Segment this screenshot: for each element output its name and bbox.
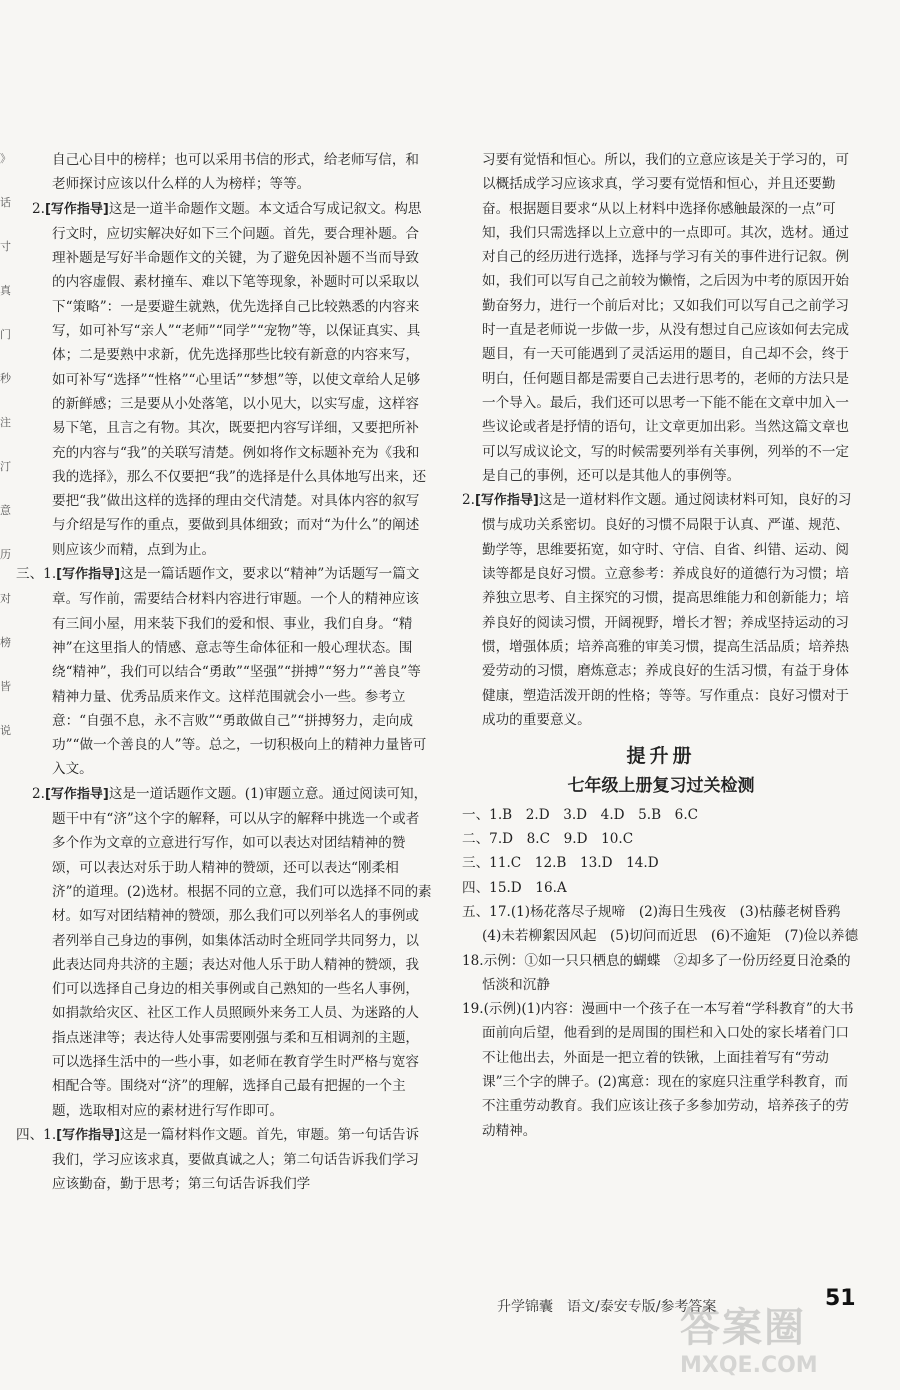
edge-fragment: 寸 — [0, 240, 11, 253]
watermark-url: MXQE.COM — [680, 1353, 818, 1378]
answer-row: 一、1.B 2.D 3.D 4.D 5.B 6.C — [462, 806, 699, 823]
page-footer: 升学锦囊 语文/泰安专版/参考答案 — [497, 1299, 717, 1315]
writing-guide-tag: [写作指导] — [44, 201, 109, 217]
item-text: 这是一道半命题作文题。本文适合写成记叙文。构思行文时，应切实解决好如下三个问题。首先，要合理补题。合理补题是写好半命题作文的关键，为了避免因补题不当而导致的内容虚假、素材撞车、难以下笔等现象，补题时可以采取以下“策略”：一是要避生就熟，优先选择自己比较熟悉的内容来写，如可补写“亲人”“老师”“同学”“宠物”等，以保证真实、具体；二是要熟中求新，优先选择那些比较有新意的内容来写，如可补写“选择”“性格”“心里话”“梦想”等，以使文章给人足够的新鲜感；三是要从小处落笔，以小见大，以实写虚，这样容易下笔，且言之有物。其次，既要把内容写详细，又要把所补充的内容与“我”的关联写清楚。例如将作文标题补充为《我和我的选择》，那么不仅要把“我”的选择是什么具体地写出来，还要把“我”做出这样的选择的理由交代清楚。对具体内容的叙写与介绍是写作的重点，要做到具体细致；而对“为什么”的阐述则应该少而精，点到为止。 — [52, 200, 427, 558]
edge-fragment: 榜 — [0, 636, 11, 649]
left-column — [16, 148, 432, 1197]
edge-fragment: 秒 — [0, 372, 11, 385]
writing-guide-tag: [写作指导] — [474, 493, 539, 509]
item-text: (1)杨花落尽子规啼 (2)海日生残夜 (3)枯藤老树昏鸦 (4)未若柳絮因风起 (5)切问而近思 (6)不逾矩 (7)俭以养德 — [482, 903, 859, 945]
answer-row: 二、7.D 8.C 9.D 10.C — [462, 831, 634, 848]
edge-fragment: 汀 — [0, 460, 11, 473]
section-title: 提升册 — [626, 745, 696, 768]
edge-fragment: 皆 — [0, 680, 11, 693]
edge-fragment: 》 — [0, 152, 11, 165]
edge-fragment: 门 — [0, 328, 11, 341]
edge-fragment: 历 — [0, 548, 11, 561]
page-number: 51 — [825, 1286, 856, 1311]
writing-guide-tag: [写作指导] — [56, 567, 121, 583]
item-text: 示例：①如一只只栖息的蝴蝶 ②却多了一份历经夏日沧桑的恬淡和沉静 — [482, 952, 851, 993]
watermark-text: 答案圈 — [680, 1305, 806, 1351]
writing-guide-tag: [写作指导] — [56, 1127, 121, 1143]
answer-item-3-1 — [16, 562, 432, 782]
edge-fragment: 真 — [0, 284, 11, 297]
edge-fragment: 注 — [0, 416, 11, 429]
item-text: 这是一篇话题作文，要求以“精神”为话题写一篇文章。写作前，需要结合材料内容进行审题。一个人的精神应该有三间小屋，用来装下我们的爱和恨、事业，我们自身。“精神”在这里指人的情感、意志等生命体征和一般心理状态。围绕“精神”，我们可以结合“勇敢”“坚强”“拼搏”“努力”“善良”等精神力量、优秀品质来作文。这样范围就会小一些。参考立意：“自强不息，永不言败”“勇敢做自己”“拼搏努力，走向成功”“做一个善良的人”等。总之，一切积极向上的精神力量皆可入文。 — [52, 566, 427, 778]
item-number: 19. — [462, 1001, 484, 1018]
edge-fragment: 话 — [0, 196, 11, 209]
item-number: 2. — [462, 492, 475, 509]
item-number: 三、1. — [16, 566, 57, 583]
item-number: 18. — [462, 952, 484, 969]
item-text: (示例)(1)内容：漫画中一个孩子在一本写着“学科教育”的大书面前向后望，他看到的是周围的围栏和入口处的家长堵着门口不让他出去，外面是一把立着的铁锹，上面挂着写有“劳动课”三个字的牌子。(2)寓意：现在的家庭只注重学科教育，而不注重劳动教育。我们应该让孩子多参加劳动，培养孩子的劳动精神。 — [482, 1001, 854, 1139]
intro-paragraph: 自己心目中的榜样；也可以采用书信的形式，给老师写信，和老师探讨应该以什么样的人为榜样；等等。 — [52, 152, 420, 193]
answer-row: 三、11.C 12.B 13.D 14.D — [462, 855, 659, 872]
edge-fragment: 说 — [0, 724, 11, 737]
item-number: 五、17. — [462, 903, 511, 920]
answer-item-3-2 — [32, 782, 432, 1123]
answer-item-4-1 — [16, 1123, 432, 1197]
answer-key-list — [462, 803, 860, 900]
answer-item-4-2 — [462, 488, 860, 732]
right-column — [462, 148, 860, 1143]
answer-item-18 — [462, 949, 860, 998]
watermark-logo — [680, 1296, 890, 1386]
item-number: 2. — [32, 200, 45, 217]
item-text: 这是一道话题作文题。(1)审题立意。通过阅读可知，题干中有“济”这个字的解释，可以从字的解释中挑选一个或者多个作为文章的立意进行写作，如可以表达对团结精神的赞颂，可以表达对乐于助人精神的赞颂，还可以表达“刚柔相济”的道理。(2)选材。根据不同的立意，我们可以选择不同的素材。如写对团结精神的赞颂，那么我们可以列举名人的事例或者列举自己身边的事例，如集体活动时全班同学共同努力，以此表达同舟共济的主题；表达对他人乐于助人精神的赞颂，我们可以选择自己身边的相关事例或自己熟知的一些名人事例，如捐款给灾区、社区工作人员照顾外来务工人员、为迷路的人指点迷津等；表达待人处事需要刚强与柔和互相调剂的主题，可以选择生活中的一些小事，如老师在教育学生时严格与宽容相配合等。围绕对“济”的理解，选择自己最有把握的一个主题，选取相对应的素材进行写作即可。 — [52, 785, 432, 1119]
answer-item-17 — [462, 900, 860, 949]
item-text: 这是一篇材料作文题。首先，审题。第一句话告诉我们，学习应该求真，要做真诚之人；第二句话告诉我们学习应该勤奋，勤于思考；第三句话告诉我们学 — [52, 1126, 420, 1193]
writing-guide-tag: [写作指导] — [44, 786, 109, 802]
answer-item-19 — [462, 997, 860, 1143]
edge-fragment: 意 — [0, 504, 11, 517]
item-number: 四、1. — [16, 1126, 57, 1143]
edge-fragment: 对 — [0, 592, 11, 605]
subsection-title: 七年级上册复习过关检测 — [567, 776, 755, 797]
item-number: 2. — [32, 785, 45, 802]
binding-edge-fragments — [0, 150, 14, 1250]
answer-row: 四、15.D 16.A — [462, 879, 567, 896]
continued-paragraph: 习要有觉悟和恒心。所以，我们的立意应该是关于学习的，可以概括成学习应该求真，学习要有觉悟和恒心，并且还要勤奋。根据题目要求“从以上材料中选择你感触最深的一点”可知，我们只需选择以上立意中的一点即可。其次，选材。通过对自己的经历进行选择，选择与学习有关的事件进行记叙。例如，我们可以写自己之前较为懒惰，之后因为中考的原因开始勤奋努力，进行一个前后对比；又如我们可以写自己之前学习时一直是老师说一步做一步，从没有想过自己应该如何去完成题目，有一天可能遇到了灵活运用的题目，自己却不会，终于明白，任何题目都是需要自己去进行思考的，老师的方法只是一个导入。最后，我们还可以思考一下能不能在文章中加入一些议论或者是抒情的语句，让文章更加出彩。当然这篇文章也可以写成议论文，写的时候需要列举有关事例，列举的不一定是自己的事例，还可以是其他人的事例等。 — [482, 152, 850, 484]
answer-item-2 — [32, 197, 432, 562]
item-text: 这是一道材料作文题。通过阅读材料可知，良好的习惯与成功关系密切。良好的习惯不局限于认真、严谨、规范、勤学等，思维要拓宽，如守时、守信、自省、纠错、运动、阅读等都是良好习惯。立意参考：养成良好的道德行为习惯；培养独立思考、自主探究的习惯，提高思维能力和创新能力；培养良好的阅读习惯，开阔视野，增长才智；养成坚持运动的习惯，增强体质；培养高雅的审美习惯，提高生活品质；培养热爱劳动的习惯，磨炼意志；养成良好的生活习惯，有益于身体健康，塑造活泼开朗的性格；等等。写作重点：良好习惯对于成功的重要意义。 — [482, 492, 852, 728]
